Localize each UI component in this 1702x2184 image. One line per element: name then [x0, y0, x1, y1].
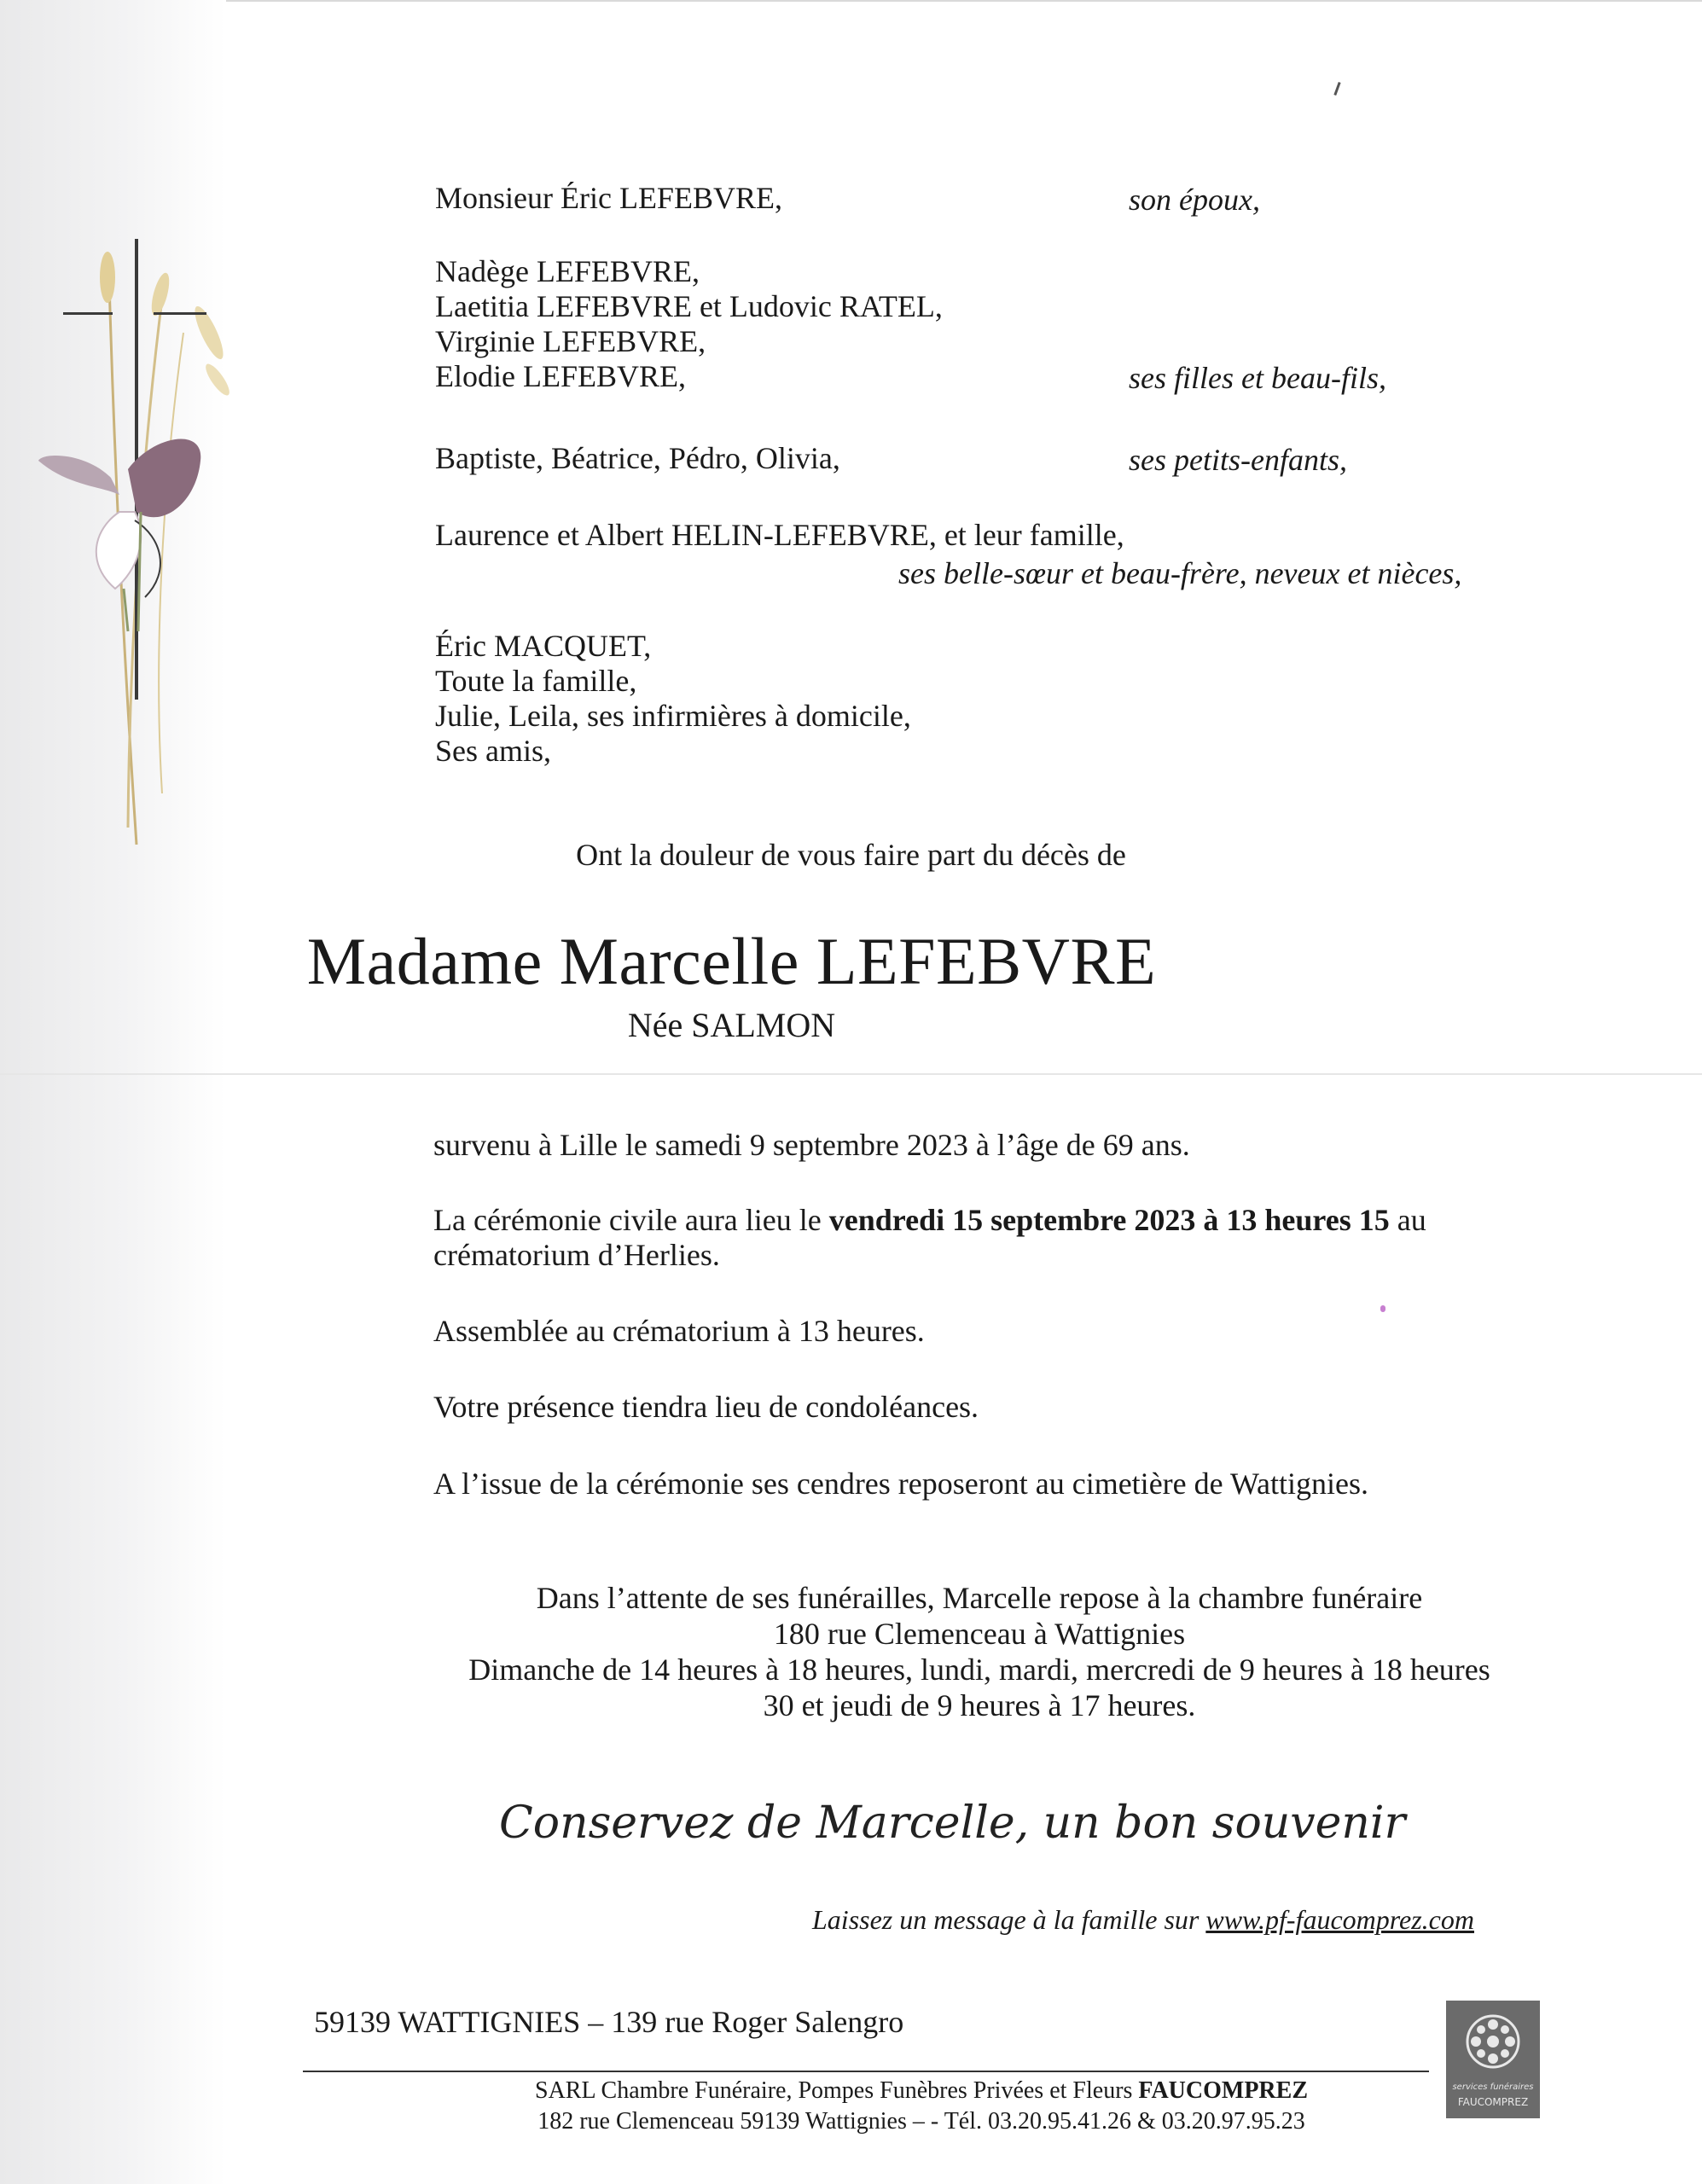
family-role: ses petits-enfants, [1129, 443, 1347, 477]
family-role: ses filles et beau-fils, [1129, 361, 1386, 395]
ceremony-date-time: vendredi 15 septembre 2023 à 13 heures 15 [828, 1203, 1390, 1237]
funeral-home-line: 30 et jeudi de 9 heures à 17 heures. [763, 1688, 1196, 1722]
family-member-line: Monsieur Éric LEFEBVRE, [435, 181, 782, 215]
ceremony-line [433, 1201, 1426, 1239]
assembly-info: Assemblée au crématorium à 13 heures. [433, 1314, 925, 1348]
funeral-home-line: Dimanche de 14 heures à 18 heures, lundi, mardi, mercredi de 9 heures à 18 heures [468, 1653, 1490, 1687]
cross-lily-illustration [34, 230, 256, 853]
logo-tagline: services funéraires [1452, 2082, 1534, 2092]
closing-quote: Conservez de Marcelle, un bon souvenir [499, 1798, 1406, 1849]
family-member-line: Elodie LEFEBVRE, [435, 359, 686, 393]
funeral-home-line: 180 rue Clemenceau à Wattignies [773, 1617, 1186, 1651]
family-member-line: Julie, Leila, ses infirmières à domicile, [435, 699, 911, 733]
ceremony-intro: La cérémonie civile aura lieu le [433, 1203, 829, 1237]
funeral-home-line: Dans l’attente de ses funérailles, Marcelle repose à la chambre funéraire [536, 1581, 1423, 1615]
page-top-edge [0, 0, 1702, 2]
ceremony-place: crématorium d’Herlies. [433, 1238, 720, 1272]
logo-name: FAUCOMPREZ [1457, 2096, 1529, 2108]
family-member-line: Laetitia LEFEBVRE et Ludovic RATEL, [435, 289, 943, 323]
branch-address: 59139 WATTIGNIES – 139 rue Roger Salengro [314, 2005, 904, 2039]
scan-speck [1333, 82, 1340, 96]
deceased-name: Madame Marcelle LEFEBVRE [306, 924, 1157, 998]
flower-emblem-icon [1446, 2001, 1540, 2082]
family-member-line: Nadège LEFEBVRE, [435, 254, 700, 288]
website-message [812, 1902, 1474, 1937]
ceremony-after: au [1389, 1203, 1426, 1237]
family-member-line: Laurence et Albert HELIN-LEFEBVRE, et leur famille, [435, 518, 1124, 552]
ashes-info: A l’issue de la cérémonie ses cendres reposeront au cimetière de Wattignies. [433, 1467, 1369, 1501]
family-member-line: Éric MACQUET, [435, 629, 652, 663]
family-role: ses belle-sœur et beau-frère, neveux et nièces, [898, 556, 1462, 590]
footer-company [0, 2077, 1702, 2106]
family-member-line: Baptiste, Béatrice, Pédro, Olivia, [435, 441, 840, 475]
paper-fold-line [0, 1073, 1702, 1075]
website-link[interactable]: www.pf-faucomprez.com [1205, 1904, 1474, 1935]
family-member-line: Toute la famille, [435, 664, 637, 698]
calla-lily-icon [38, 439, 200, 631]
footer-company-prefix: SARL Chambre Funéraire, Pompes Funèbres Privées et Fleurs [535, 2077, 1139, 2104]
death-info: survenu à Lille le samedi 9 septembre 2023 à l’âge de 69 ans. [433, 1128, 1190, 1162]
family-member-line: Ses amis, [435, 734, 552, 768]
condolences-info: Votre présence tiendra lieu de condoléances. [433, 1390, 979, 1424]
announcement-text: Ont la douleur de vous faire part du décès de [576, 838, 1126, 872]
scan-speck [1380, 1305, 1385, 1312]
footer-company-name: FAUCOMPREZ [1138, 2077, 1308, 2104]
family-member-line: Virginie LEFEBVRE, [435, 324, 706, 358]
footer-divider [303, 2071, 1429, 2072]
family-role: son époux, [1129, 183, 1260, 217]
footer-contact: 182 rue Clemenceau 59139 Wattignies – - Tél. 03.20.95.41.26 & 03.20.97.95.23 [537, 2108, 1305, 2135]
website-prefix: Laissez un message à la famille sur [812, 1904, 1206, 1935]
maiden-name: Née SALMON [627, 1006, 836, 1044]
